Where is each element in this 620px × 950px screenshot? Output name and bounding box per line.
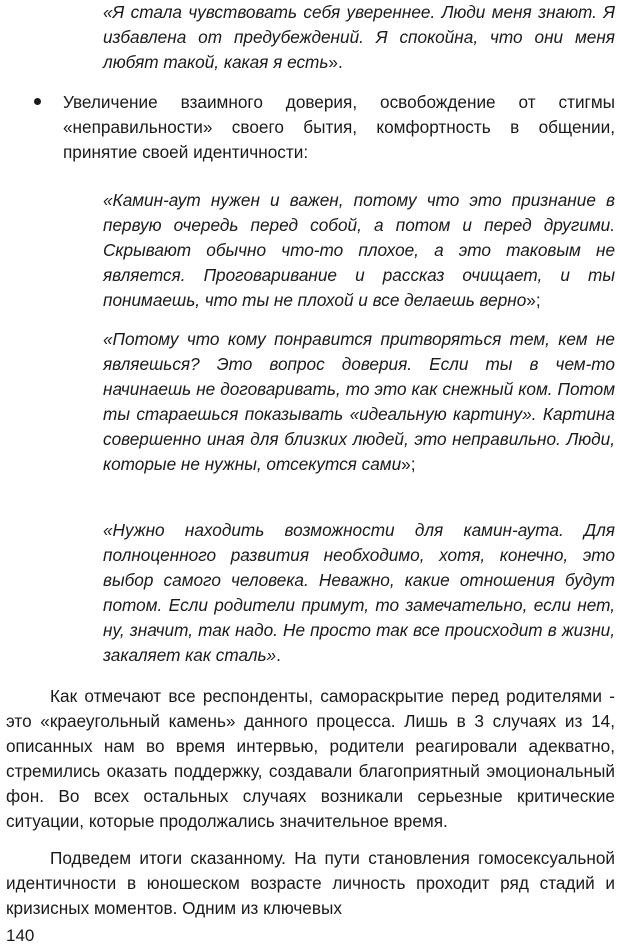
- bullet-item: Увеличение взаимного доверия, освобождение от стигмы «неправильности» своего бытия, комфортность в общении, принятие своей идентичности:: [63, 92, 615, 162]
- quote-1-text: «Я стала чувствовать себя увереннее. Люди меня знают. Я избавлена от предубеждений. Я спокойна, что они меня любят такой, какая я есть: [103, 2, 615, 72]
- bullet-marker: [34, 98, 41, 105]
- quote-1-end: ».: [328, 52, 343, 72]
- quote-4: [103, 518, 615, 668]
- page-number: 140: [6, 926, 35, 945]
- quote-4-text: «Нужно находить возможности для камин-аута. Для полноценного развития необходимо, хотя, конечно, это выбор самого человека. Неважно, какие отношения будут потом. Если родители примут, то замечательно, если нет, ну, значит, так надо. Не просто так все происходит в жизни, закаляет как сталь»: [103, 520, 615, 665]
- quote-1: [103, 0, 615, 75]
- quote-3-text: «Потому что кому понравится притворяться тем, кем не являешься? Это вопрос доверия. Если ты в чем-то начинаешь не договаривать, то это как снежный ком. Потом ты стараешься показывать «идеальную картину». Картина совершенно иная для близких людей, это неправильно. Люди, которые не нужны, отсекутся сами: [103, 329, 615, 474]
- quote-3-end: »;: [401, 454, 416, 474]
- paragraph-1: Как отмечают все респонденты, самораскрытие перед родителями - это «краеугольный камень» данного процесса. Лишь в 3 случаях из 14, описанных нам во время интервью, родители реагировали адекватно, стремились оказать поддержку, создавали благоприятный эмоциональный фон. Во всех остальных случаях возникали серьезные критические ситуации, которые продолжались значительное время.: [6, 686, 615, 831]
- quote-2-end: »;: [526, 290, 541, 310]
- paragraph-2: Подведем итоги сказанному. На пути становления гомосексуальной идентичности в юношеском возрасте личность проходит ряд стадий и кризисных моментов. Одним из ключевых: [6, 848, 615, 918]
- quote-3: [103, 327, 615, 477]
- quote-4-end: .: [276, 645, 281, 665]
- quote-2: [103, 188, 615, 313]
- quote-2-text: «Камин-аут нужен и важен, потому что это признание в первую очередь перед собой, а потом и перед другими. Скрывают обычно что-то плохое, а это таковым не является. Проговаривание и рассказ очищает, и ты понимаешь, что ты не плохой и все делаешь верно: [103, 190, 615, 310]
